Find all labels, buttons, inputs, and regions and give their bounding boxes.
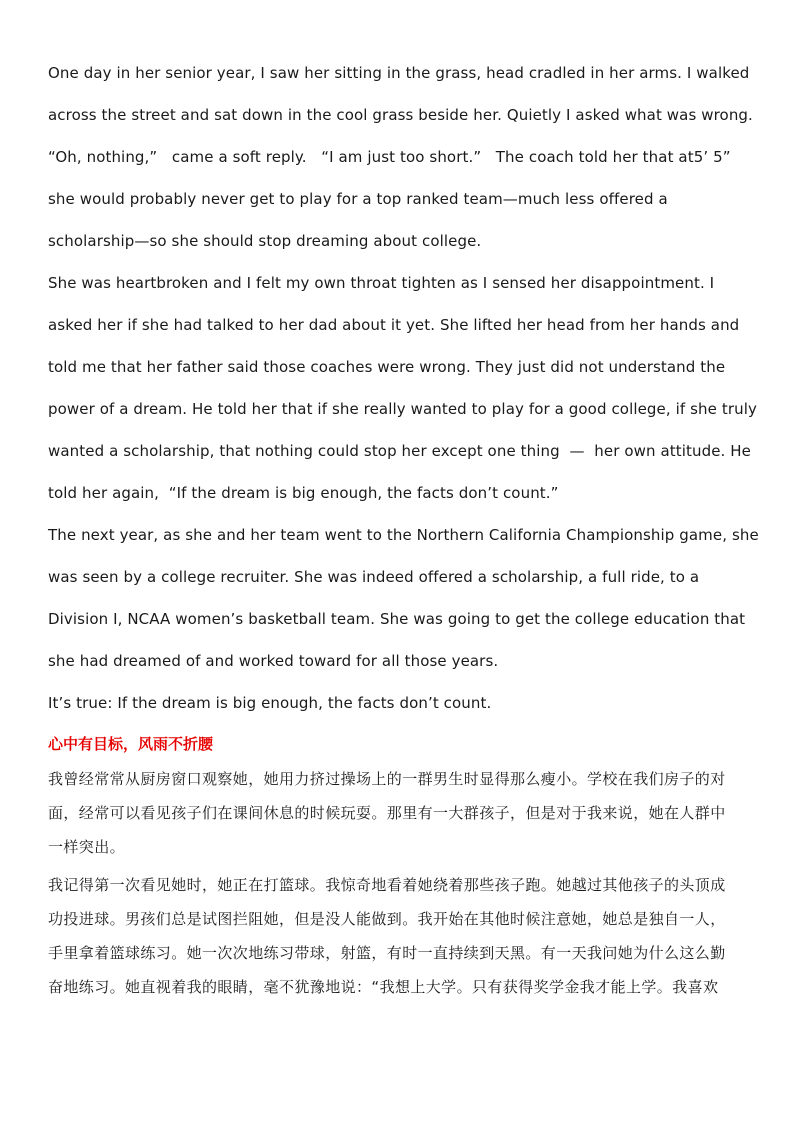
text-line: The next year, as she and her team went to the Northern California Championship game, she xyxy=(48,526,759,544)
text-line: “Oh, nothing,” came a soft reply. “I am just too short.” The coach told her that at5’ 5” xyxy=(48,148,731,166)
text-line: wanted a scholarship, that nothing could stop her except one thing — her own attitude. He xyxy=(48,442,751,460)
text-line: was seen by a college recruiter. She was indeed offered a scholarship, a full ride, to a xyxy=(48,568,700,586)
chinese-heading: 心中有目标，风雨不折腰 xyxy=(48,735,214,753)
text-line: 手里拿着篮球练习。她一次次地练习带球，射篮，有时一直持续到天黑。有一天我问她为什么这么勤 xyxy=(48,944,726,962)
text-line: 面，经常可以看见孩子们在课间休息的时候玩耍。那里有一大群孩子，但是对于我来说，她在人群中 xyxy=(48,804,726,822)
text-line: 功投进球。男孩们总是试图拦阻她，但是没人能做到。我开始在其他时候注意她，她总是独自一人， xyxy=(48,910,726,928)
english-passage xyxy=(48,52,759,724)
text-line: 一样突出。 xyxy=(48,838,126,856)
text-line: 奋地练习。她直视着我的眼睛，毫不犹豫地说：“我想上大学。只有获得奖学金我才能上学。我喜欢 xyxy=(48,978,719,996)
text-line: told me that her father said those coaches were wrong. They just did not understand the xyxy=(48,358,726,376)
text-line: 我曾经常常从厨房窗口观察她，她用力挤过操场上的一群男生时显得那么瘦小。学校在我们房子的对 xyxy=(48,770,726,788)
text-line: One day in her senior year, I saw her sitting in the grass, head cradled in her arms. I walked xyxy=(48,64,750,82)
text-line: asked her if she had talked to her dad about it yet. She lifted her head from her hands and xyxy=(48,316,740,334)
chinese-paragraph-1 xyxy=(48,762,754,864)
chinese-paragraph-2 xyxy=(48,868,754,1004)
text-line: Division I, NCAA women’s basketball team. She was going to get the college education that xyxy=(48,610,746,628)
document-page xyxy=(48,52,759,1004)
text-line: she had dreamed of and worked toward for all those years. xyxy=(48,652,499,670)
text-line: scholarship—so she should stop dreaming about college. xyxy=(48,232,482,250)
text-line: It’s true: If the dream is big enough, the facts don’t count. xyxy=(48,694,492,712)
text-line: power of a dream. He told her that if she really wanted to play for a good college, if she truly xyxy=(48,400,757,418)
text-line: across the street and sat down in the cool grass beside her. Quietly I asked what was wrong. xyxy=(48,106,753,124)
text-line: She was heartbroken and I felt my own throat tighten as I sensed her disappointment. I xyxy=(48,274,715,292)
text-line: she would probably never get to play for a top ranked team—much less offered a xyxy=(48,190,668,208)
text-line: 我记得第一次看见她时，她正在打篮球。我惊奇地看着她绕着那些孩子跑。她越过其他孩子的头顶成 xyxy=(48,876,726,894)
text-line: told her again, “If the dream is big enough, the facts don’t count.” xyxy=(48,484,559,502)
